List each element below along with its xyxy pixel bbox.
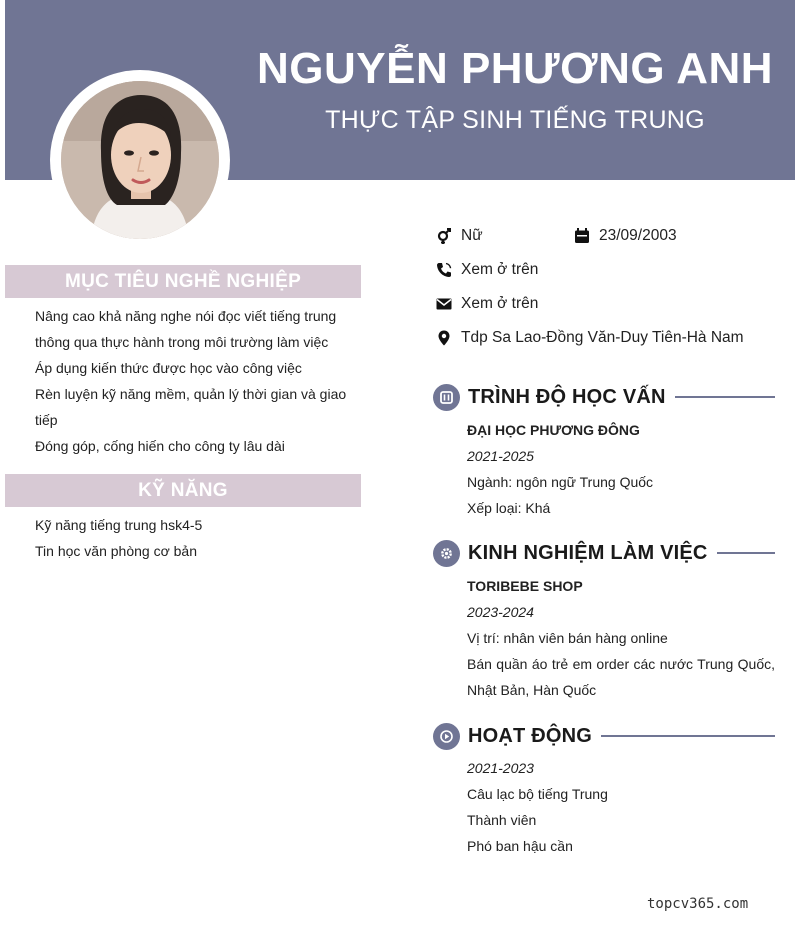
experience-description: Bán quần áo trẻ em order các nước Trung Quốc, Nhật Bản, Hàn Quốc xyxy=(467,656,775,698)
experience-divider xyxy=(717,552,775,554)
education-block xyxy=(467,417,775,521)
calendar-icon xyxy=(573,227,591,245)
gear-icon xyxy=(433,540,460,567)
education-period: 2021-2025 xyxy=(467,448,534,464)
phone-value: Xem ở trên xyxy=(461,261,539,278)
address-row xyxy=(435,329,744,347)
envelope-icon xyxy=(435,295,453,313)
career-goal-line: Nâng cao khả năng nghe nói đọc viết tiếng trung xyxy=(35,308,337,324)
phone-row xyxy=(435,261,538,279)
career-goal-heading: MỤC TIÊU NGHỀ NGHIỆP xyxy=(5,265,361,298)
experience-heading: KINH NGHIỆM LÀM VIỆC xyxy=(468,541,708,564)
experience-position: Vị trí: nhân viên bán hàng online xyxy=(467,630,668,646)
birthday-value: 23/09/2003 xyxy=(599,227,677,244)
candidate-name: NGUYỄN PHƯƠNG ANH xyxy=(256,44,774,93)
activities-divider xyxy=(601,735,775,737)
experience-heading-row xyxy=(433,539,775,567)
map-pin-icon xyxy=(435,329,453,347)
skills-list xyxy=(35,512,350,564)
activity-item: Câu lạc bộ tiếng Trung xyxy=(467,786,608,802)
activity-item: Phó ban hậu cần xyxy=(467,838,573,854)
experience-period: 2023-2024 xyxy=(467,604,534,620)
education-heading-row xyxy=(433,383,775,411)
email-value: Xem ở trên xyxy=(461,295,539,312)
career-goal-list xyxy=(35,303,350,459)
career-goal-line: Áp dụng kiến thức được học vào công việc xyxy=(35,360,302,376)
avatar xyxy=(61,81,219,239)
email-row xyxy=(435,295,538,313)
job-title: THỰC TẬP SINH TIẾNG TRUNG xyxy=(325,106,705,134)
experience-block xyxy=(467,573,775,703)
activities-block xyxy=(467,755,775,859)
career-goal-line: tiếp xyxy=(35,412,58,428)
career-goal-line: Rèn luyện kỹ năng mềm, quản lý thời gian và giao xyxy=(35,386,347,402)
activities-period: 2021-2023 xyxy=(467,760,534,776)
gender-icon xyxy=(435,227,453,245)
activities-heading: HOẠT ĐỘNG xyxy=(468,724,593,747)
gender-row xyxy=(435,227,483,245)
school-name: ĐẠI HỌC PHƯƠNG ĐÔNG xyxy=(467,422,640,438)
skill-item: Kỹ năng tiếng trung hsk4-5 xyxy=(35,517,203,533)
education-major: Ngành: ngôn ngữ Trung Quốc xyxy=(467,474,654,490)
book-icon xyxy=(433,384,460,411)
education-grade: Xếp loại: Khá xyxy=(467,500,551,516)
gender-value: Nữ xyxy=(461,227,483,244)
career-goal-line: thông qua thực hành trong môi trường làm việc xyxy=(35,334,329,350)
birthday-row xyxy=(573,227,677,245)
education-divider xyxy=(675,396,775,398)
activity-item: Thành viên xyxy=(467,812,537,828)
skills-heading: KỸ NĂNG xyxy=(5,474,361,507)
play-icon xyxy=(433,723,460,750)
address-value: Tdp Sa Lao-Đồng Văn-Duy Tiên-Hà Nam xyxy=(461,329,744,346)
phone-icon xyxy=(435,261,453,279)
education-heading: TRÌNH ĐỘ HỌC VẤN xyxy=(468,385,666,408)
skill-item: Tin học văn phòng cơ bản xyxy=(35,543,197,559)
company-name: TORIBEBE SHOP xyxy=(467,578,583,594)
watermark: topcv365.com xyxy=(647,896,749,912)
career-goal-line: Đóng góp, cống hiến cho công ty lâu dài xyxy=(35,438,285,454)
activities-heading-row xyxy=(433,722,775,750)
